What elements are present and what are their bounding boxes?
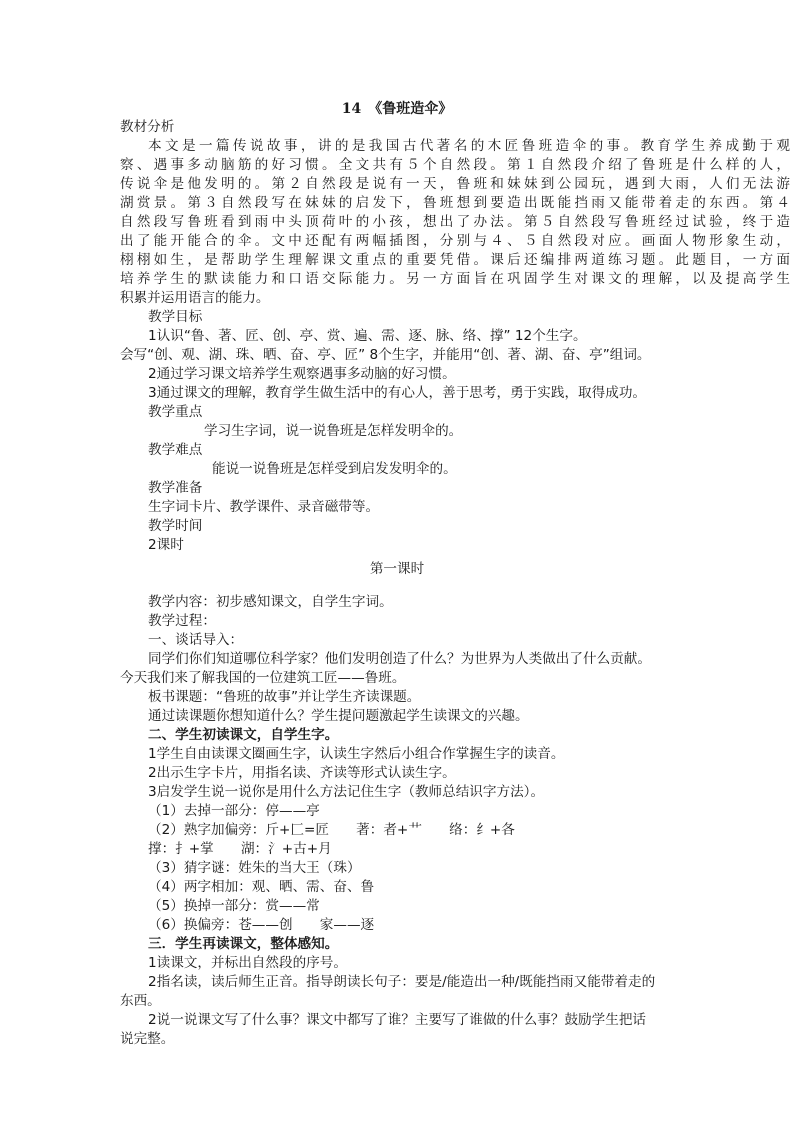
paragraph-line: 积累并运用语言的能力。 <box>120 290 270 306</box>
method-line: 撑：扌+掌 湖：氵+古+月 <box>148 841 332 857</box>
lesson-subtitle: 第一课时 <box>369 561 425 577</box>
method-line: （1）去掉一部分：停——亭 <box>148 803 320 819</box>
method-line: （3）猜字谜：姓朱的当大王（珠） <box>148 860 361 876</box>
paragraph-line: 本文是一篇传说故事，讲的是我国古代著名的木匠鲁班造伞的事。教育学生养成勤于观 <box>148 138 790 154</box>
paragraph-line: 栩栩如生，是帮助学生理解课文重点的重要凭借。课后还编排两道练习题。此题目，一方面 <box>120 252 790 268</box>
step-line: 通过读课题你想知道什么？学生提问题激起学生读课文的兴趣。 <box>148 708 529 724</box>
step-heading: 二、学生初读课文，自学生字。 <box>148 727 339 743</box>
step-line: 同学们你们知道哪位科学家？他们发明创造了什么？为世界为人类做出了什么贡献。 <box>148 651 651 667</box>
step-line: 今天我们来了解我国的一位建筑工匠——鲁班。 <box>120 670 406 686</box>
paragraph-line: 传说伞是他发明的。第２自然段是说有一天，鲁班和妹妹到公园玩，遇到大雨，人们无法游 <box>120 176 790 192</box>
paragraph-line: 出了能开能合的伞。文中还配有两幅插图，分别与４、５自然段对应。画面人物形象生动， <box>120 233 790 249</box>
time-text: 2课时 <box>148 537 184 553</box>
prep-text: 生字词卡片、教学课件、录音磁带等。 <box>148 499 380 515</box>
paragraph-line: 察、遇事多动脑筋的好习惯。全文共有５个自然段。第１自然段介绍了鲁班是什么样的人， <box>120 157 790 173</box>
method-line: （2）熟字加偏旁：斤+匚=匠 著：者+艹 络：纟+各 <box>148 822 515 838</box>
step-line: 1读课文，并标出自然段的序号。 <box>148 955 347 971</box>
section-heading-focus: 教学重点 <box>148 404 203 420</box>
lesson-process: 教学过程： <box>148 613 216 629</box>
section-heading-goals: 教学目标 <box>148 309 203 325</box>
lesson-content: 教学内容：初步感知课文，自学生字词。 <box>148 594 393 610</box>
step-line: 板书课题：“鲁班的故事”并让学生齐读课题。 <box>148 689 421 705</box>
step-heading: 一、谈话导入： <box>148 632 244 648</box>
goal-line: 1认识“鲁、著、匠、创、亭、赏、遍、需、逐、脉、络、撑” 12个生字。 <box>148 328 587 344</box>
section-heading-time: 教学时间 <box>148 518 203 534</box>
paragraph-line: 自然段写鲁班看到雨中头顶荷叶的小孩，想出了办法。第５自然段写鲁班经过试验，终于造 <box>120 214 790 230</box>
section-heading-analysis: 教材分析 <box>120 119 175 135</box>
step-line: 2说一说课文写了什么事？课文中都写了谁？主要写了谁做的什么事？鼓励学生把话 <box>148 1012 647 1028</box>
goal-line: 会写“创、观、湖、珠、晒、奋、亭、匠” 8个生字，并能用“创、著、湖、奋、亭”组词。 <box>120 347 651 363</box>
section-heading-difficulty: 教学难点 <box>148 442 203 458</box>
step-line: 说完整。 <box>120 1031 175 1047</box>
step-heading: 三．学生再读课文，整体感知。 <box>148 936 339 952</box>
method-line: （5）换掉一部分：赏——常 <box>148 898 320 914</box>
step-line: 3启发学生说一说你是用什么方法记住生字（教师总结识字方法）。 <box>148 784 545 800</box>
focus-text: 学习生字词，说一说鲁班是怎样发明伞的。 <box>204 423 463 439</box>
paragraph-line: 培养学生的默读能力和口语交际能力。另一方面旨在巩固学生对课文的理解，以及提高学生 <box>120 271 790 287</box>
step-line: 1学生自由读课文圈画生字，认读生字然后小组合作掌握生字的读音。 <box>148 746 565 762</box>
page-title: 14 《鲁班造伞》 <box>341 101 453 117</box>
step-line: 2指名读，读后师生正音。指导朗读长句子：要是/能造出一种/既能挡雨又能带着走的 <box>148 974 656 990</box>
goal-line: 3通过课文的理解，教育学生做生活中的有心人，善于思考，勇于实践，取得成功。 <box>148 385 647 401</box>
method-line: （6）换偏旁：苍——创 家——逐 <box>148 917 375 933</box>
difficulty-text: 能说一说鲁班是怎样受到启发发明伞的。 <box>212 461 457 477</box>
goal-line: 2通过学习课文培养学生观察遇事多动脑的好习惯。 <box>148 366 456 382</box>
step-line: 东西。 <box>120 993 161 1009</box>
section-heading-prep: 教学准备 <box>148 480 203 496</box>
step-line: 2出示生字卡片，用指名读、齐读等形式认读生字。 <box>148 765 456 781</box>
paragraph-line: 湖赏景。第３自然段写在妹妹的启发下，鲁班想到要造出既能挡雨又能带着走的东西。第４ <box>120 195 790 211</box>
method-line: （4）两字相加：观、晒、需、奋、鲁 <box>148 879 375 895</box>
